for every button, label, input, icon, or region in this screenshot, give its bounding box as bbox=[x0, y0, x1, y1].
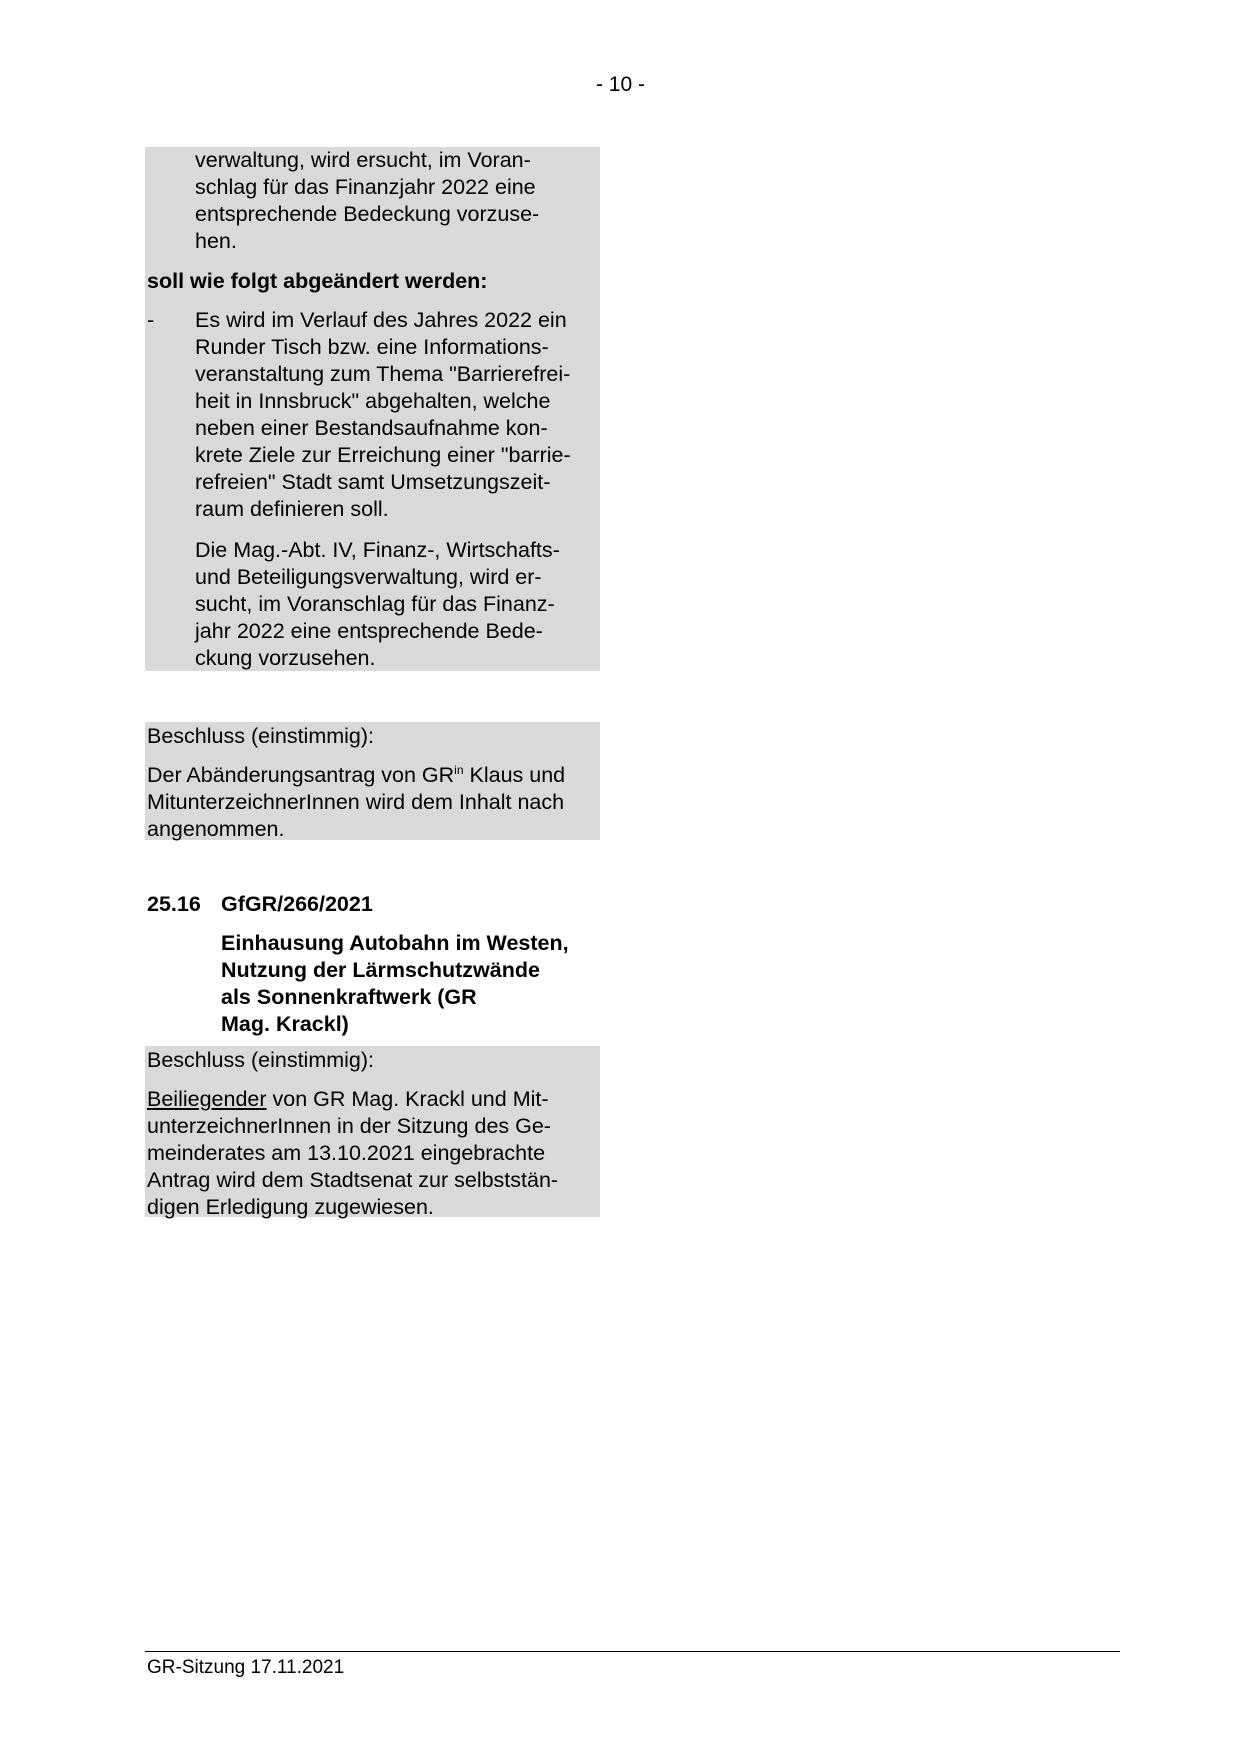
bullet-line: raum definieren soll. bbox=[195, 497, 389, 521]
amendment-heading: soll wie folgt abgeändert werden: bbox=[147, 269, 488, 293]
bullet-marker: - bbox=[147, 308, 155, 332]
resolution-line bbox=[147, 1086, 549, 1113]
bullet-line: neben einer Bestandsaufnahme kon- bbox=[195, 416, 548, 440]
continued-line: entsprechende Bedeckung vorzuse- bbox=[195, 202, 540, 226]
item-code: GfGR/266/2021 bbox=[221, 892, 373, 916]
item-title-line: Einhausung Autobahn im Westen, bbox=[221, 931, 569, 955]
item-number: 25.16 bbox=[147, 892, 201, 916]
resolution-line bbox=[147, 762, 565, 789]
bullet-line: krete Ziele zur Erreichung einer "barrie- bbox=[195, 443, 571, 467]
paragraph-line: ckung vorzusehen. bbox=[195, 646, 376, 670]
continued-line: hen. bbox=[195, 229, 237, 253]
resolution-text: Klaus und bbox=[463, 763, 566, 787]
resolution-text: Der Abänderungsantrag von GR bbox=[147, 763, 455, 787]
resolution-line: meinderates am 13.10.2021 eingebrachte bbox=[147, 1141, 546, 1165]
continued-line: verwaltung, wird ersucht, im Voran- bbox=[195, 148, 531, 172]
item-title-line: Nutzung der Lärmschutzwände bbox=[221, 958, 540, 982]
superscript-in: in bbox=[454, 763, 464, 777]
underlined-word: Beiliegender bbox=[147, 1087, 267, 1111]
bullet-line: refreien" Stadt samt Umsetzungszeit- bbox=[195, 470, 551, 494]
resolution-line: angenommen. bbox=[147, 817, 285, 841]
bullet-line: heit in Innsbruck" abgehalten, welche bbox=[195, 389, 551, 413]
page-number: - 10 - bbox=[595, 73, 645, 96]
resolution-line: digen Erledigung zugewiesen. bbox=[147, 1195, 434, 1219]
paragraph-line: Die Mag.-Abt. IV, Finanz-, Wirtschafts- bbox=[195, 538, 560, 562]
resolution-text: von GR Mag. Krackl und Mit- bbox=[266, 1087, 549, 1111]
continued-line: schlag für das Finanzjahr 2022 eine bbox=[195, 175, 536, 199]
paragraph-line: und Beteiligungsverwaltung, wird er- bbox=[195, 565, 542, 589]
paragraph-line: jahr 2022 eine entsprechende Bede- bbox=[195, 619, 543, 643]
bullet-line: Runder Tisch bzw. eine Informations- bbox=[195, 335, 549, 359]
resolution-line: MitunterzeichnerInnen wird dem Inhalt nach bbox=[147, 790, 565, 814]
paragraph-line: sucht, im Voranschlag für das Finanz- bbox=[195, 592, 555, 616]
resolution-line: Antrag wird dem Stadtsenat zur selbststän- bbox=[147, 1168, 559, 1192]
footer-rule bbox=[145, 1651, 1120, 1652]
bullet-line: veranstaltung zum Thema "Barrierefrei- bbox=[195, 362, 571, 386]
resolution-title: Beschluss (einstimmig): bbox=[147, 1048, 374, 1072]
item-title-line: Mag. Krackl) bbox=[221, 1012, 349, 1036]
resolution-line: unterzeichnerInnen in der Sitzung des Ge- bbox=[147, 1114, 551, 1138]
resolution-title: Beschluss (einstimmig): bbox=[147, 724, 374, 748]
footer-text: GR-Sitzung 17.11.2021 bbox=[147, 1657, 345, 1678]
bullet-line: Es wird im Verlauf des Jahres 2022 ein bbox=[195, 308, 567, 332]
item-title-line: als Sonnenkraftwerk (GR bbox=[221, 985, 477, 1009]
